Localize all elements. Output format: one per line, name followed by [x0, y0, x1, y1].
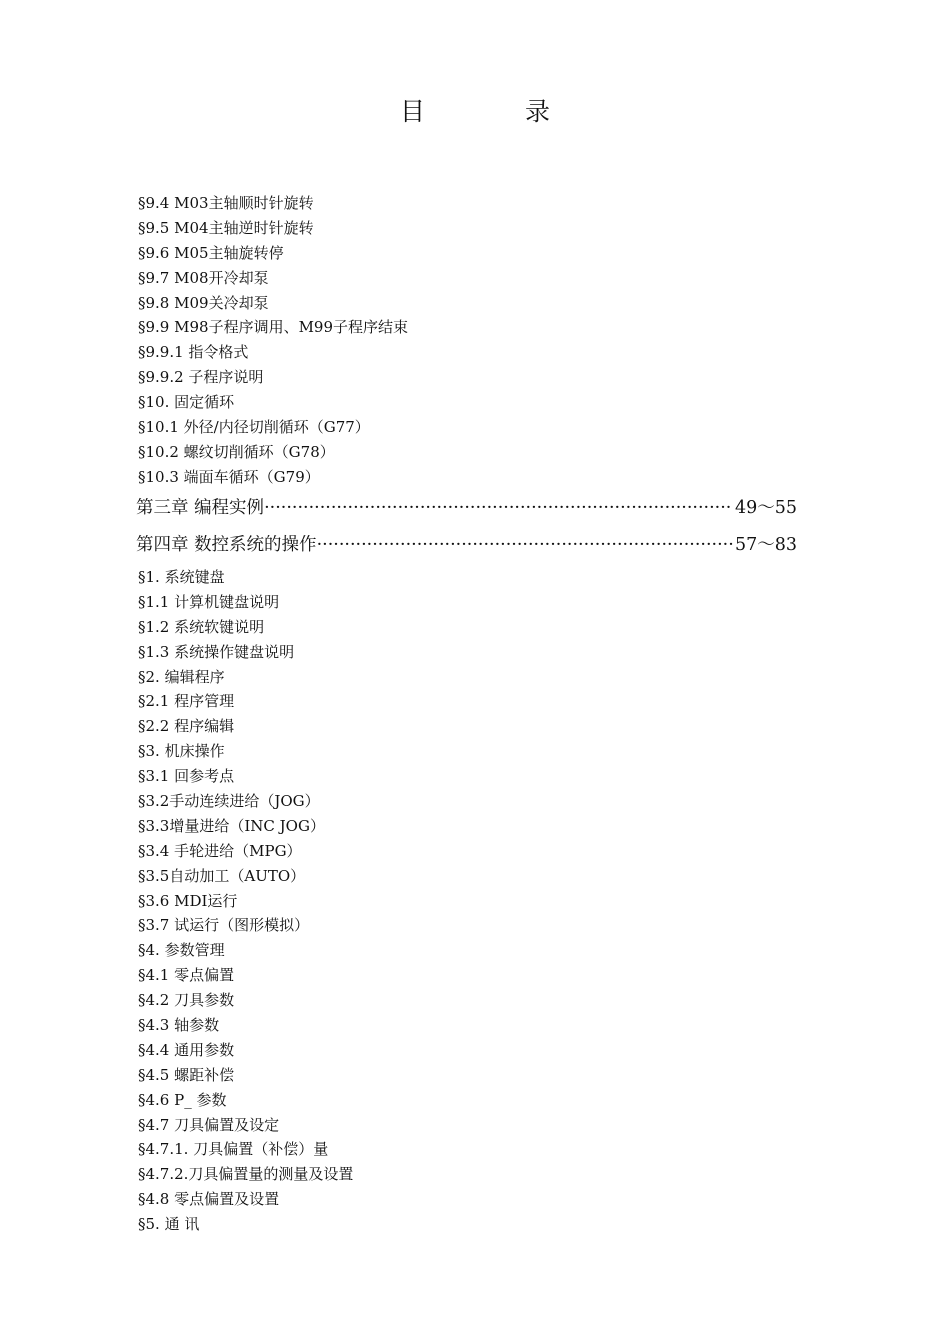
toc-entry[interactable]: §9.5 M04主轴逆时针旋转: [138, 218, 314, 237]
toc-chapter-4-list: [138, 565, 798, 1237]
chapter-title: 第三章 编程实例: [136, 498, 265, 518]
toc-section-9-list: [138, 191, 798, 490]
toc-entry[interactable]: §3.3增量进给（INC JOG）: [138, 816, 325, 835]
toc-entry[interactable]: §4.2 刀具参数: [138, 991, 235, 1010]
toc-entry[interactable]: §9.6 M05主轴旋转停: [138, 243, 284, 262]
toc-entry[interactable]: §4.7 刀具偏置及设定: [138, 1115, 280, 1134]
toc-entry[interactable]: §4.6 P_ 参数: [138, 1090, 227, 1109]
toc-entry[interactable]: §9.9 M98子程序调用、M99子程序结束: [138, 318, 409, 337]
toc-entry[interactable]: §10.2 螺纹切削循环（G78）: [138, 442, 335, 461]
toc-entry[interactable]: §1. 系统键盘: [138, 568, 225, 586]
toc-entry[interactable]: §4.3 轴参数: [138, 1016, 220, 1035]
toc-entry[interactable]: §9.9.2 子程序说明: [138, 368, 264, 387]
chapter-pages: 57～83: [734, 535, 797, 555]
toc-entry[interactable]: §4.8 零点偏置及设置: [138, 1190, 280, 1209]
toc-entry[interactable]: §3.4 手轮进给（MPG）: [138, 841, 302, 860]
toc-entry[interactable]: §1.1 计算机键盘说明: [138, 592, 280, 611]
toc-entry[interactable]: §4.7.1. 刀具偏置（补偿）量: [138, 1140, 329, 1159]
toc-entry[interactable]: §4. 参数管理: [138, 941, 225, 960]
toc-entry[interactable]: §4.7.2.刀具偏置量的测量及设置: [138, 1165, 354, 1184]
dot-leader: [264, 498, 733, 518]
toc-entry[interactable]: §3.1 回参考点: [138, 767, 235, 786]
toc-entry[interactable]: §9.7 M08开冷却泵: [138, 268, 269, 287]
page-title: 目 录: [400, 97, 596, 126]
toc-entry[interactable]: §9.9.1 指令格式: [138, 343, 249, 362]
toc-entry[interactable]: §9.4 M03主轴顺时针旋转: [138, 194, 314, 212]
toc-entry[interactable]: §3.2手动连续进给（JOG）: [138, 792, 320, 811]
chapter-4-entry[interactable]: [136, 531, 797, 556]
chapter-3-entry[interactable]: [136, 494, 797, 519]
toc-entry[interactable]: §1.3 系统操作键盘说明: [138, 642, 295, 661]
toc-entry[interactable]: §10.3 端面车循环（G79）: [138, 467, 320, 486]
toc-entry[interactable]: §9.8 M09关冷却泵: [138, 293, 269, 312]
chapter-pages: 49～55: [734, 498, 797, 518]
toc-entry[interactable]: §2.1 程序管理: [138, 692, 235, 711]
dot-leader: [317, 535, 733, 555]
toc-entry[interactable]: §2.2 程序编辑: [138, 717, 235, 736]
toc-entry[interactable]: §4.1 零点偏置: [138, 966, 235, 985]
toc-entry[interactable]: §2. 编辑程序: [138, 667, 225, 686]
toc-entry[interactable]: §3. 机床操作: [138, 742, 225, 761]
toc-entry[interactable]: §5. 通 讯: [138, 1215, 200, 1234]
toc-entry[interactable]: §10. 固定循环: [138, 393, 235, 412]
chapter-title: 第四章 数控系统的操作: [136, 535, 317, 555]
toc-entry[interactable]: §3.5自动加工（AUTO）: [138, 866, 306, 885]
toc-entry[interactable]: §4.4 通用参数: [138, 1040, 235, 1059]
toc-entry[interactable]: §3.6 MDI运行: [138, 891, 238, 910]
toc-entry[interactable]: §3.7 试运行（图形模拟）: [138, 916, 310, 935]
toc-entry[interactable]: §1.2 系统软键说明: [138, 617, 265, 636]
toc-entry[interactable]: §10.1 外径/内径切削循环（G77）: [138, 418, 370, 437]
toc-entry[interactable]: §4.5 螺距补偿: [138, 1065, 235, 1084]
